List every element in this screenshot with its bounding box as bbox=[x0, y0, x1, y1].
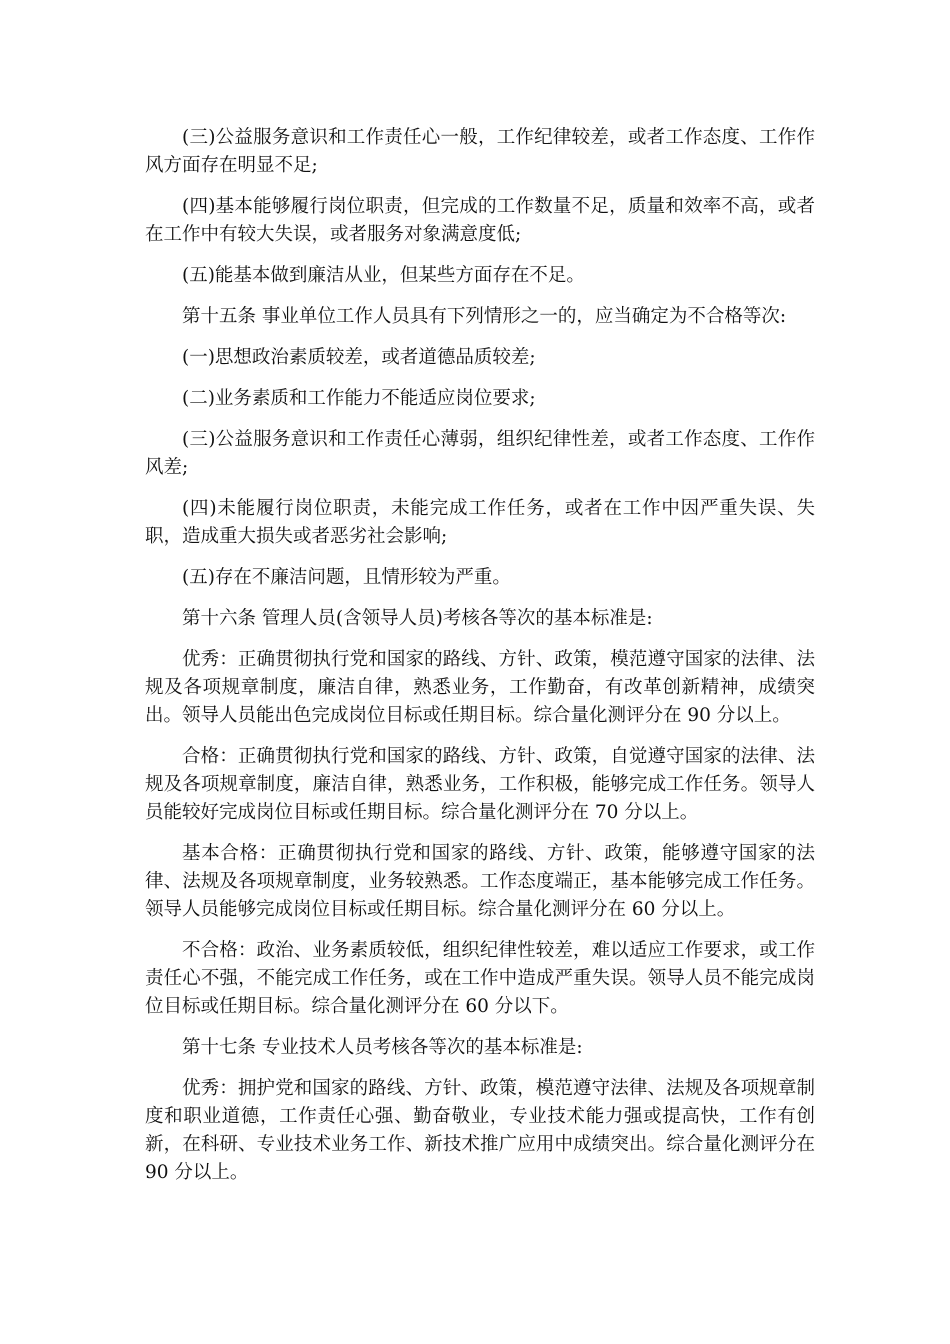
paragraph-item-2-b: (二)业务素质和工作能力不能适应岗位要求; bbox=[182, 388, 536, 409]
document-body bbox=[145, 124, 815, 1200]
paragraph-item-3-b: (三)公益服务意识和工作责任心薄弱，组织纪律性差，或者工作态度、工作作风差; bbox=[145, 429, 815, 478]
paragraph-item-3-a: (三)公益服务意识和工作责任心一般，工作纪律较差，或者工作态度、工作作风方面存在明显不足; bbox=[145, 127, 815, 176]
technical-excellent-standard: 优秀：拥护党和国家的路线、方针、政策，模范遵守法律、法规及各项规章制度和职业道德，工作责任心强、勤奋敬业，专业技术能力强或提高快，工作有创新，在科研、专业技术业务工作、新技术推广应用中成绩突出。综合量化测评分在 90 分以上。 bbox=[145, 1078, 815, 1183]
article-17-heading: 第十七条 专业技术人员考核各等次的基本标准是: bbox=[182, 1037, 583, 1058]
paragraph-item-1-b: (一)思想政治素质较差，或者道德品质较差; bbox=[182, 347, 536, 368]
paragraph-item-4-b: (四)未能履行岗位职责，未能完成工作任务，或者在工作中因严重失误、失职，造成重大损失或者恶劣社会影响; bbox=[145, 498, 815, 547]
paragraph-item-5-a: (五)能基本做到廉洁从业，但某些方面存在不足。 bbox=[182, 265, 585, 286]
paragraph-item-4-a: (四)基本能够履行岗位职责，但完成的工作数量不足，质量和效率不高，或者在工作中有较大失误，或者服务对象满意度低; bbox=[145, 196, 815, 245]
management-basic-qualified-standard: 基本合格：正确贯彻执行党和国家的路线、方针、政策，能够遵守国家的法律、法规及各项规章制度，业务较熟悉。工作态度端正，基本能够完成工作任务。领导人员能够完成岗位目标或任期目标。综合量化测评分在 60 分以上。 bbox=[145, 843, 815, 920]
paragraph-item-5-b: (五)存在不廉洁问题，且情形较为严重。 bbox=[182, 567, 511, 588]
management-qualified-standard: 合格：正确贯彻执行党和国家的路线、方针、政策，自觉遵守国家的法律、法规及各项规章制度，廉洁自律，熟悉业务，工作积极，能够完成工作任务。领导人员能较好完成岗位目标或任期目标。综合量化测评分在 70 分以上。 bbox=[145, 746, 815, 823]
article-15-heading: 第十五条 事业单位工作人员具有下列情形之一的，应当确定为不合格等次: bbox=[182, 306, 787, 327]
management-excellent-standard: 优秀：正确贯彻执行党和国家的路线、方针、政策，模范遵守国家的法律、法规及各项规章制度，廉洁自律，熟悉业务，工作勤奋，有改革创新精神，成绩突出。领导人员能出色完成岗位目标或任期目标。综合量化测评分在 90 分以上。 bbox=[145, 649, 815, 726]
management-unqualified-standard: 不合格：政治、业务素质较低，组织纪律性较差，难以适应工作要求，或工作责任心不强，不能完成工作任务，或在工作中造成严重失误。领导人员不能完成岗位目标或任期目标。综合量化测评分在 60 分以下。 bbox=[145, 940, 815, 1017]
article-16-heading: 第十六条 管理人员(含领导人员)考核各等次的基本标准是: bbox=[182, 608, 653, 629]
